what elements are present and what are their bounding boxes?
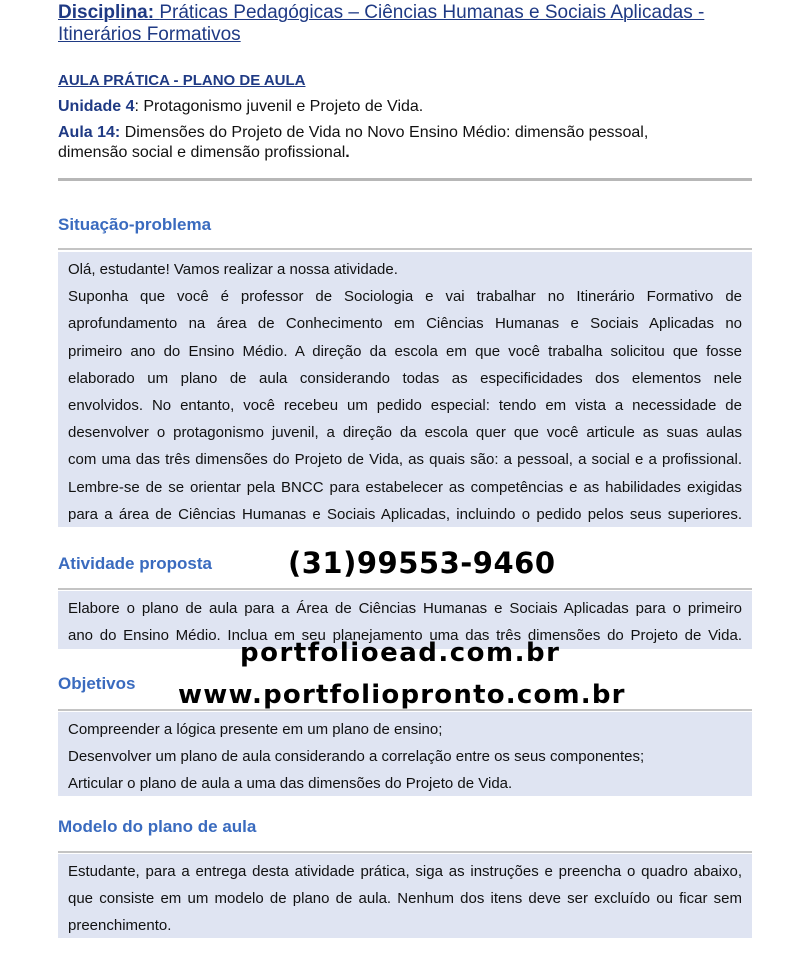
modelo-line: preenchimento. [68, 917, 172, 935]
situacao-line: para a área de Ciências Humanas e Sociais Aplicadas, incluindo o pedido pelos seus superiores. [68, 505, 742, 523]
situacao-line: primeiro ano do Ensino Médio. A direção da escola em que você trabalha solicitou que fosse [68, 342, 742, 360]
divider-modelo [58, 851, 752, 853]
disciplina-title-line1: Práticas Pedagógicas – Ciências Humanas e Sociais Aplicadas - [159, 2, 705, 23]
situacao-line: Olá, estudante! Vamos realizar a nossa atividade. [68, 261, 398, 278]
atividade-line: Elabore o plano de aula para a Área de Ciências Humanas e Sociais Aplicadas para o primeiro [68, 600, 742, 617]
divider-atividade [58, 588, 752, 590]
divider-situacao [58, 248, 752, 250]
section-title-situacao: Situação-problema [58, 215, 212, 234]
site-overlay-2: www.portfoliopronto.com.br [178, 680, 626, 710]
modelo-line: que consiste em um modelo de plano de aula. Nenhum dos itens deve ser excluído ou ficar sem [68, 890, 742, 908]
unidade-line [58, 97, 758, 117]
phone-overlay: (31)99553-9460 [288, 546, 556, 580]
modelo-box [58, 854, 752, 938]
objetivo-item: Articular o plano de aula a uma das dimensões do Projeto de Vida. [68, 775, 513, 793]
situacao-line: elaborado um plano de aula considerando todas as especificidades dos elementos nele [68, 369, 742, 387]
site-overlay-1: portfolioead.com.br [240, 638, 561, 668]
atividade-line: ano do Ensino Médio. Inclua em seu planejamento uma das três dimensões do Projeto de Vida. [68, 627, 742, 645]
unidade-text: : Protagonismo juvenil e Projeto de Vida. [134, 98, 424, 115]
disciplina-title [58, 2, 758, 46]
modelo-line: Estudante, para a entrega desta atividade prática, siga as instruções e preencha o quadro abaixo, [68, 863, 742, 880]
objetivos-box [58, 712, 752, 796]
aula-line [58, 123, 758, 163]
aula-text-end: . [345, 144, 350, 161]
aula-label: Aula 14: [58, 124, 121, 141]
situacao-line: Lembre-se de se orientar pela BNCC para estabelecer as competências e as habilidades exigidas [68, 478, 742, 496]
disciplina-title-line2: Itinerários Formativos [58, 24, 241, 45]
section-title-atividade: Atividade proposta [58, 554, 212, 573]
aula-text-line2: dimensão social e dimensão profissional [58, 144, 346, 161]
situacao-line: Suponha que você é professor de Sociologia e vai trabalhar no Itinerário Formativo de [68, 288, 742, 306]
header-divider [58, 178, 752, 181]
section-title-objetivos: Objetivos [58, 674, 136, 693]
situacao-line: aprofundamento na área de Conhecimento em Ciências Humanas e Sociais Aplicadas no [68, 315, 742, 333]
unidade-label: Unidade 4 [58, 98, 135, 115]
aula-text-line1: Dimensões do Projeto de Vida no Novo Ensino Médio: dimensão pessoal, [120, 124, 649, 141]
situacao-box [58, 252, 752, 527]
situacao-line: desenvolver o protagonismo juvenil, a direção da escola quer que você articule as suas aulas [68, 424, 742, 442]
situacao-line: com uma das três dimensões do Projeto de Vida, as quais são: a pessoal, a social e a profissional. [68, 451, 742, 469]
objetivo-item: Desenvolver um plano de aula considerando a correlação entre os seus componentes; [68, 748, 645, 766]
aula-heading: AULA PRÁTICA - PLANO DE AULA [58, 72, 306, 89]
objetivo-item: Compreender a lógica presente em um plano de ensino; [68, 721, 443, 738]
disciplina-label: Disciplina: [58, 2, 155, 23]
situacao-line: envolvidos. No entanto, você recebeu um pedido especial: tendo em vista a necessidade de [68, 397, 742, 415]
section-title-modelo: Modelo do plano de aula [58, 817, 257, 836]
